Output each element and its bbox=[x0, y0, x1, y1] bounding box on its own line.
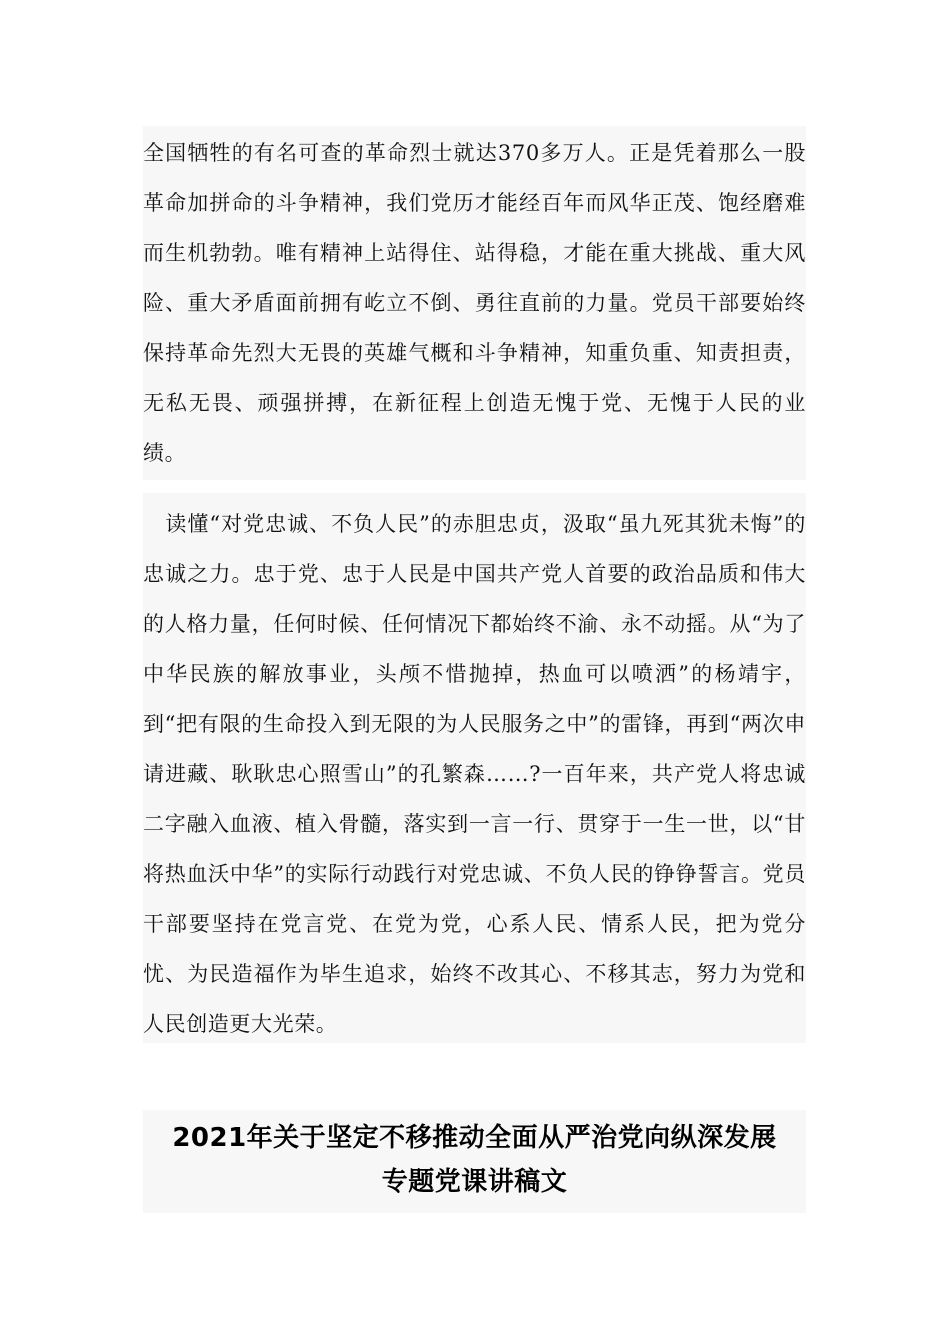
section-title-line-2: 专题党课讲稿文 bbox=[381, 1167, 568, 1197]
section-title bbox=[143, 1110, 806, 1204]
paragraph-2-text: 读懂“对党忠诚、不负人民”的赤胆忠贞，汲取“虽九死其犹未悔”的忠诚之力。忠于党、忠于人民是中国共产党人首要的政治品质和伟大的人格力量，任何时候、任何情况下都始终不渝、永不动摇。从“为了中华民族的解放事业，头颅不惜抛掉，热血可以喷洒”的杨靖宇，到“把有限的生命投入到无限的为人民服务之中”的雷锋，再到“两次申请进藏、耿耿忠心照雪山”的孔繁森……?一百年来，共产党人将忠诚二字融入血液、植入骨髓，落实到一言一行、贯穿于一生一世，以“甘将热血沃中华”的实际行动践行对党忠诚、不负人民的铮铮誓言。党员干部要坚持在党言党、在党为党，心系人民、情系人民，把为党分忧、为民造福作为毕生追求，始终不改其心、不移其志，努力为党和人民创造更大光荣。 bbox=[143, 512, 806, 1036]
paragraph-1: 全国牺牲的有名可查的革命烈士就达370多万人。正是凭着那么一股革命加拼命的斗争精神，我们党历才能经百年而风华正茂、饱经磨难而生机勃勃。唯有精神上站得住、站得稳，才能在重大挑战、重大风险、重大矛盾面前拥有屹立不倒、勇往直前的力量。党员干部要始终保持革命先烈大无畏的英雄气概和斗争精神，知重负重、知责担责，无私无畏、顽强拼搏，在新征程上创造无愧于党、无愧于人民的业绩。 bbox=[143, 141, 806, 465]
section-title-block bbox=[143, 1110, 806, 1213]
paragraph-2 bbox=[143, 493, 806, 1049]
text-block-1 bbox=[143, 126, 806, 480]
section-title-line-1: 2021年关于坚定不移推动全面从严治党向纵深发展 bbox=[172, 1123, 777, 1153]
text-block-2 bbox=[143, 493, 806, 1043]
